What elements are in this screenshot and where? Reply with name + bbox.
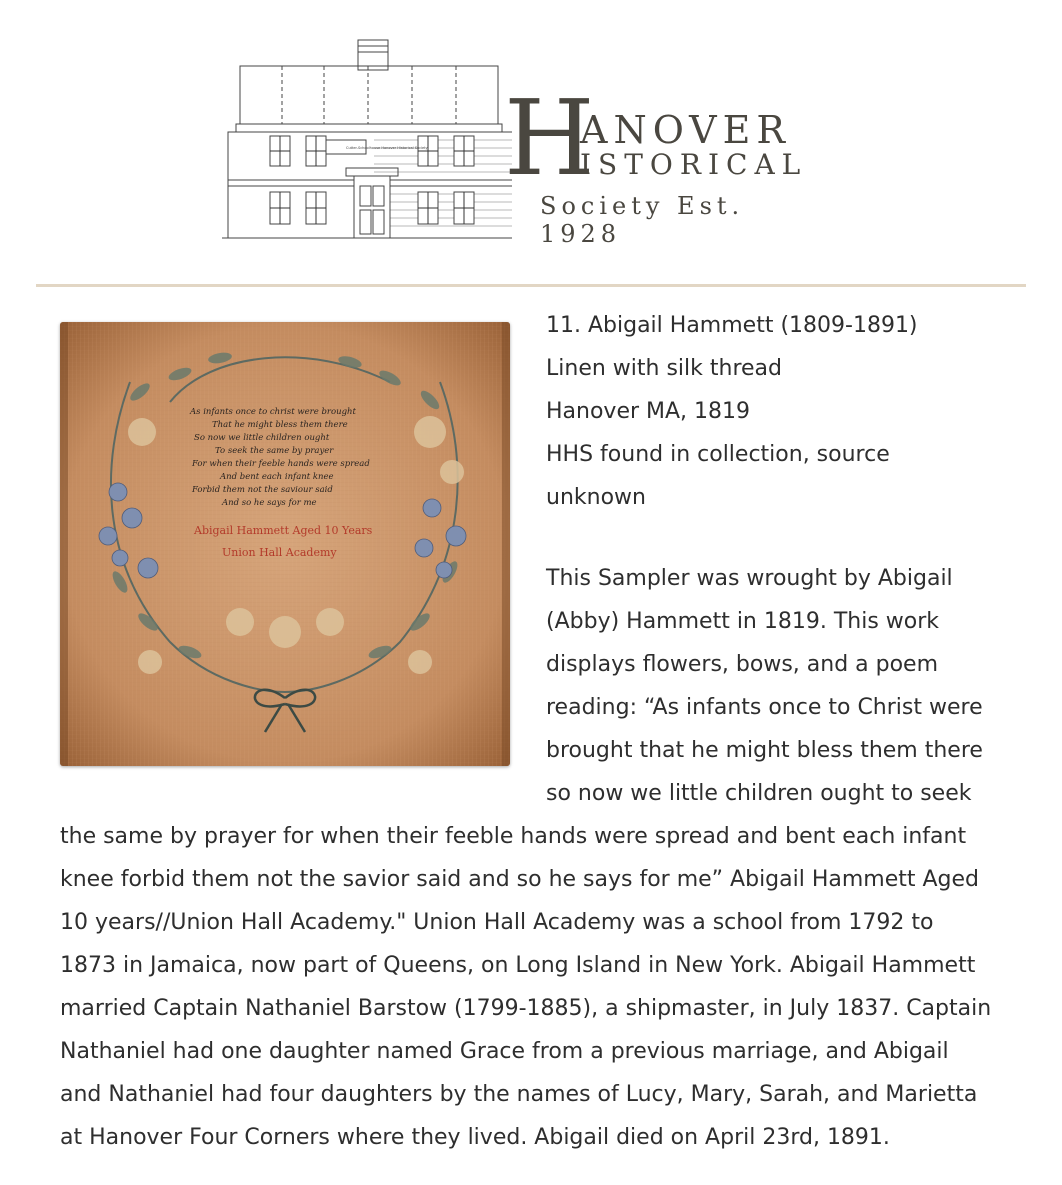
poem-line: Forbid them not the saviour said — [192, 485, 333, 495]
sampler-school: Union Hall Academy — [222, 546, 337, 559]
object-description — [60, 557, 1000, 1159]
object-title: 11. Abigail Hammett (1809-1891) — [546, 313, 918, 338]
description-line: This Sampler was wrought by Abigail — [546, 566, 953, 591]
wordmark-tagline: Society Est. 1928 — [540, 192, 745, 248]
header-divider — [36, 284, 1026, 287]
wordmark-line-2: ISTORICAL — [580, 148, 808, 181]
site-header — [0, 0, 1062, 260]
object-place-date: Hanover MA, 1819 — [546, 399, 751, 424]
poem-line: For when their feeble hands were spread — [192, 459, 370, 469]
description-line: at Hanover Four Corners where they lived. Abigail died on April 23rd, 1891. — [60, 1125, 890, 1150]
object-source: HHS found in collection, source — [546, 442, 890, 467]
wordmark-initial: H — [504, 77, 595, 199]
historical-house-logo-icon — [222, 36, 512, 248]
poem-line: To seek the same by prayer — [215, 446, 334, 456]
object-metadata — [546, 304, 1006, 519]
wordmark-line-1: ANOVER — [580, 108, 791, 152]
poem-line: So now we little children ought — [194, 433, 330, 443]
description-line: and Nathaniel had four daughters by the names of Lucy, Mary, Sarah, and Marietta — [60, 1082, 978, 1107]
description-line: the same by prayer for when their feeble hands were spread and bent each infant — [60, 824, 967, 849]
site-wordmark[interactable] — [500, 77, 830, 248]
description-line: brought that he might bless them there — [546, 738, 983, 763]
description-line: 1873 in Jamaica, now part of Queens, on Long Island in New York. Abigail Hammett — [60, 953, 976, 978]
description-line: married Captain Nathaniel Barstow (1799-1885), a shipmaster, in July 1837. Captain — [60, 996, 992, 1021]
description-line: displays flowers, bows, and a poem — [546, 652, 939, 677]
description-line: Nathaniel had one daughter named Grace from a previous marriage, and Abigail — [60, 1039, 949, 1064]
description-line: 10 years//Union Hall Academy." Union Hall Academy was a school from 1792 to — [60, 910, 934, 935]
poem-line: That he might bless them there — [212, 420, 348, 430]
poem-line: And bent each infant knee — [220, 472, 334, 482]
description-line: knee forbid them not the savior said and so he says for me” Abigail Hammett Aged — [60, 867, 980, 892]
poem-line: And so he says for me — [222, 498, 317, 508]
description-line: reading: “As infants once to Christ were — [546, 695, 983, 720]
description-line: so now we little children ought to seek — [546, 781, 972, 806]
object-source-cont: unknown — [546, 485, 646, 510]
building-sign-text: Cutter-Schoolhouse Hanover Historical Society — [346, 146, 428, 150]
sampler-signature: Abigail Hammett Aged 10 Years — [194, 524, 373, 537]
poem-line: As infants once to christ were brought — [190, 407, 356, 417]
object-material: Linen with silk thread — [546, 356, 782, 381]
description-line: (Abby) Hammett in 1819. This work — [546, 609, 940, 634]
